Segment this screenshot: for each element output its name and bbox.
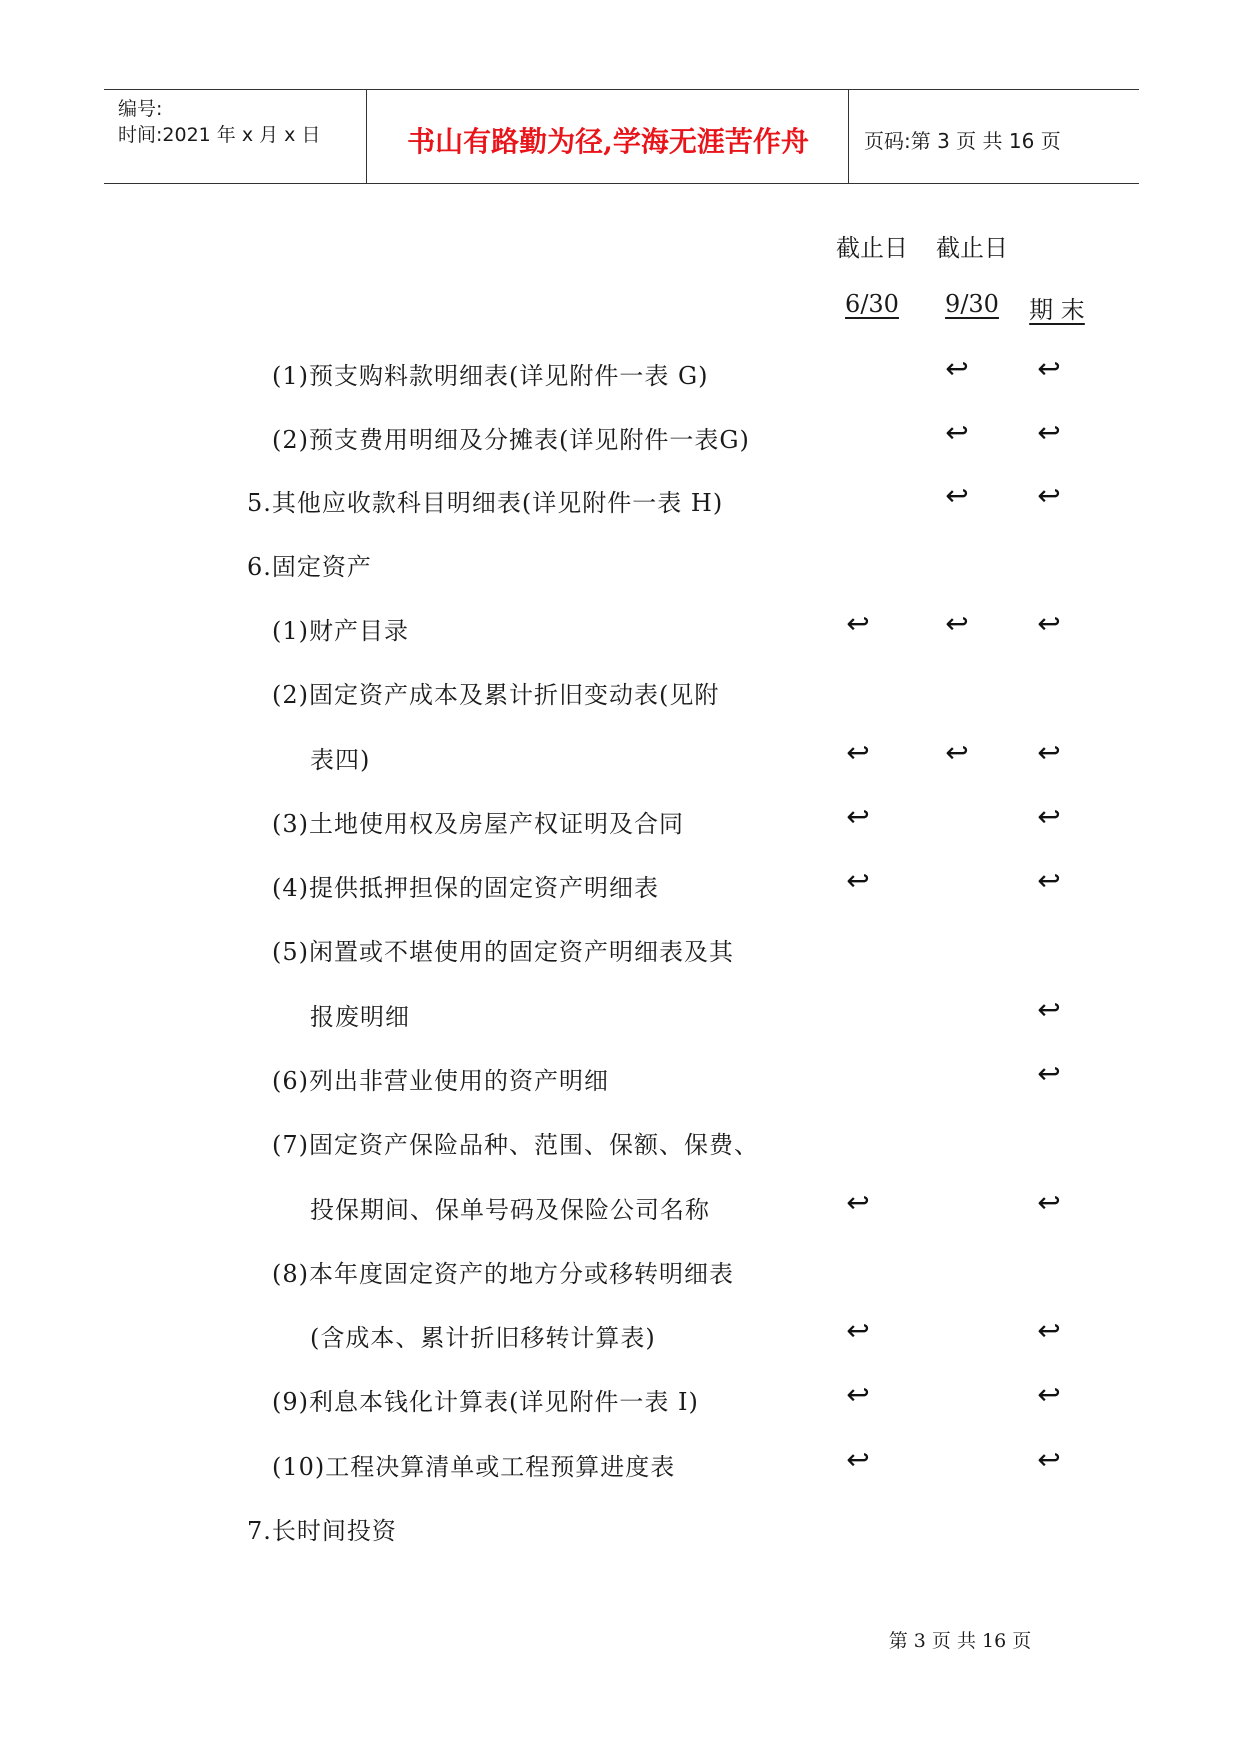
check-mark-c3: ↩ bbox=[1037, 1443, 1061, 1476]
check-mark-c2: ↩ bbox=[945, 352, 969, 385]
row-label: 报废明细 bbox=[310, 1003, 410, 1031]
check-mark-c3: ↩ bbox=[1037, 993, 1061, 1026]
row-label: (1)预支购料款明细表(详见附件一表 G) bbox=[272, 362, 709, 390]
col1-date: 6/30 bbox=[845, 290, 899, 318]
check-mark-c2: ↩ bbox=[945, 416, 969, 449]
check-mark-c2: ↩ bbox=[945, 607, 969, 640]
check-mark-c3: ↩ bbox=[1037, 736, 1061, 769]
check-mark-c1: ↩ bbox=[846, 1443, 870, 1476]
check-mark-c3: ↩ bbox=[1037, 479, 1061, 512]
row-label: (2)预支费用明细及分摊表(详见附件一表G) bbox=[272, 426, 750, 454]
check-mark-c3: ↩ bbox=[1037, 352, 1061, 385]
col1-head-label: 截止日 bbox=[836, 234, 908, 262]
check-mark-c3: ↩ bbox=[1037, 607, 1061, 640]
check-mark-c1: ↩ bbox=[846, 1186, 870, 1219]
check-mark-c1: ↩ bbox=[846, 1378, 870, 1411]
page-info: 页码:第 3 页 共 16 页 bbox=[864, 129, 1061, 153]
page-header bbox=[104, 89, 1139, 184]
check-mark-c2: ↩ bbox=[945, 479, 969, 512]
row-label: (7)固定资产保险品种、范围、保额、保费、 bbox=[272, 1131, 759, 1159]
check-mark-c3: ↩ bbox=[1037, 1378, 1061, 1411]
row-label: 表四) bbox=[310, 746, 371, 774]
serial-label: 编号: bbox=[118, 98, 163, 120]
row-label: (3)土地使用权及房屋产权证明及合同 bbox=[272, 810, 684, 838]
page-footer: 第 3 页 共 16 页 bbox=[888, 1630, 1032, 1652]
check-mark-c1: ↩ bbox=[846, 736, 870, 769]
check-mark-c3: ↩ bbox=[1037, 800, 1061, 833]
row-label: (含成本、累计折旧移转计算表) bbox=[310, 1324, 656, 1352]
row-label: 6.固定资产 bbox=[247, 553, 372, 581]
row-label: 投保期间、保单号码及保险公司名称 bbox=[310, 1196, 710, 1224]
header-pageinfo-cell bbox=[850, 90, 1139, 183]
header-meta-cell bbox=[104, 90, 367, 183]
check-mark-c3: ↩ bbox=[1037, 1314, 1061, 1347]
row-label: (8)本年度固定资产的地方分或移转明细表 bbox=[272, 1260, 734, 1288]
check-mark-c1: ↩ bbox=[846, 1314, 870, 1347]
col2-head-label: 截止日 bbox=[936, 234, 1008, 262]
check-mark-c3: ↩ bbox=[1037, 864, 1061, 897]
check-mark-c1: ↩ bbox=[846, 864, 870, 897]
col2-date: 9/30 bbox=[945, 290, 999, 318]
row-label: 5.其他应收款科目明细表(详见附件一表 H) bbox=[247, 489, 724, 517]
row-label: (1)财产目录 bbox=[272, 617, 409, 645]
row-label: 7.长时间投资 bbox=[247, 1517, 397, 1545]
row-label: (4)提供抵押担保的固定资产明细表 bbox=[272, 874, 659, 902]
row-label: (5)闲置或不堪使用的固定资产明细表及其 bbox=[272, 938, 734, 966]
row-label: (10)工程决算清单或工程预算进度表 bbox=[272, 1453, 676, 1481]
time-label: 时间:2021 年 x 月 x 日 bbox=[118, 124, 321, 146]
check-mark-c1: ↩ bbox=[846, 800, 870, 833]
row-label: (9)利息本钱化计算表(详见附件一表 I) bbox=[272, 1388, 699, 1416]
col3-period-end: 期 末 bbox=[1029, 296, 1085, 324]
check-mark-c2: ↩ bbox=[945, 736, 969, 769]
motto: 书山有路勤为径,学海无涯苦作舟 bbox=[407, 125, 809, 158]
check-mark-c3: ↩ bbox=[1037, 1186, 1061, 1219]
check-mark-c1: ↩ bbox=[846, 607, 870, 640]
check-mark-c3: ↩ bbox=[1037, 1057, 1061, 1090]
row-label: (2)固定资产成本及累计折旧变动表(见附 bbox=[272, 681, 720, 709]
check-mark-c3: ↩ bbox=[1037, 416, 1061, 449]
row-label: (6)列出非营业使用的资产明细 bbox=[272, 1067, 609, 1095]
header-motto-cell bbox=[368, 90, 849, 183]
